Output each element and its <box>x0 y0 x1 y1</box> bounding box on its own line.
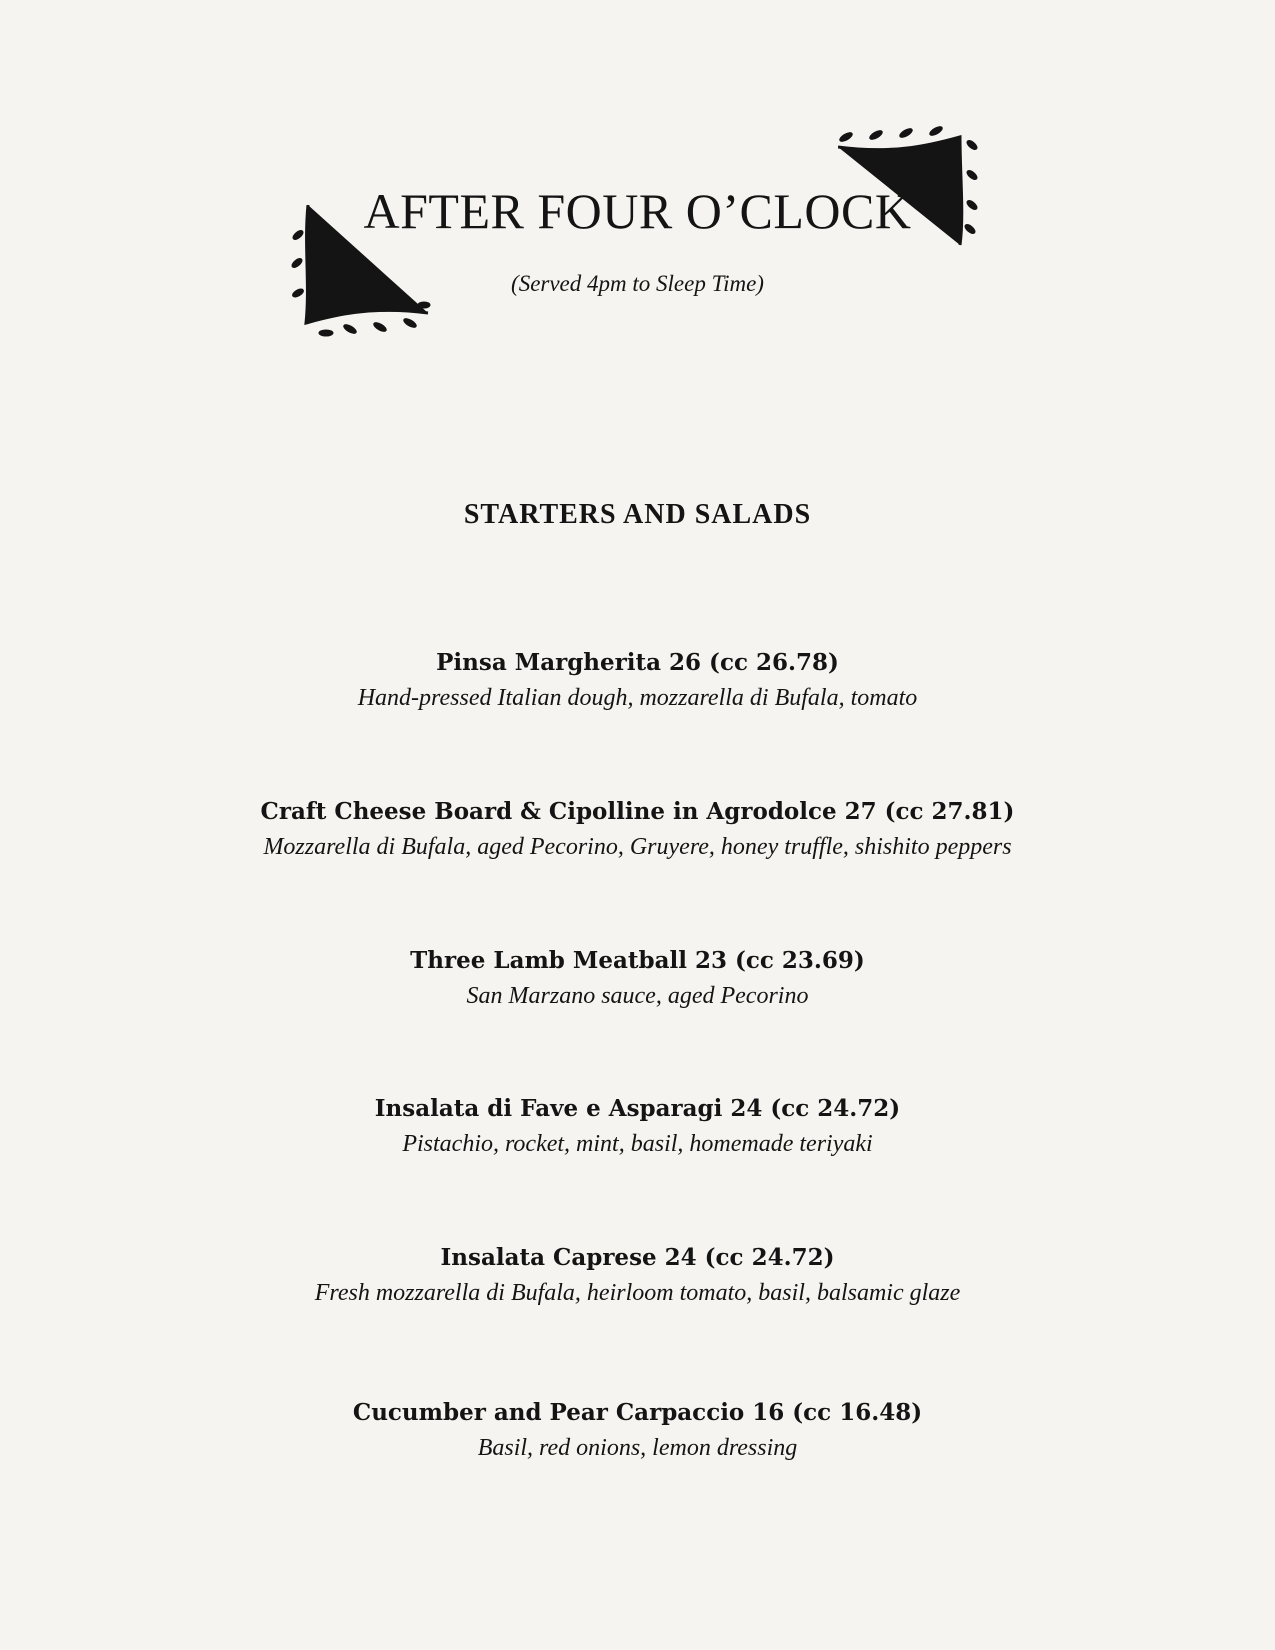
menu-item-name: Insalata di Fave e Asparagi 24 (cc 24.72) <box>374 1095 901 1122</box>
section-heading: STARTERS AND SALADS <box>463 499 812 530</box>
menu-item <box>0 648 1275 713</box>
menu-item-name: Insalata Caprese 24 (cc 24.72) <box>440 1244 835 1271</box>
page-title: AFTER FOUR O’CLOCK <box>363 183 912 239</box>
menu-item-name: Craft Cheese Board & Cipolline in Agrodolce 27 (cc 27.81) <box>260 798 1015 825</box>
menu-item-description: Fresh mozzarella di Bufala, heirloom tomato, basil, balsamic glaze <box>314 1280 961 1306</box>
menu-item <box>0 797 1275 862</box>
menu-item-name: Pinsa Margherita 26 (cc 26.78) <box>436 649 839 676</box>
menu-item-description: San Marzano sauce, aged Pecorino <box>466 983 809 1009</box>
page-subtitle: (Served 4pm to Sleep Time) <box>511 271 764 296</box>
menu-item <box>0 1398 1275 1463</box>
menu-item-name: Three Lamb Meatball 23 (cc 23.69) <box>410 947 865 974</box>
menu-item-description: Mozzarella di Bufala, aged Pecorino, Gruyere, honey truffle, shishito peppers <box>263 834 1012 860</box>
menu-item-description: Pistachio, rocket, mint, basil, homemade teriyaki <box>402 1131 873 1157</box>
menu-item <box>0 946 1275 1011</box>
menu-item-name: Cucumber and Pear Carpaccio 16 (cc 16.48) <box>352 1399 923 1426</box>
menu-item-description: Hand-pressed Italian dough, mozzarella di Bufala, tomato <box>357 685 918 711</box>
menu-item <box>0 1094 1275 1159</box>
menu-item-description: Basil, red onions, lemon dressing <box>477 1435 798 1461</box>
menu-item <box>0 1243 1275 1308</box>
